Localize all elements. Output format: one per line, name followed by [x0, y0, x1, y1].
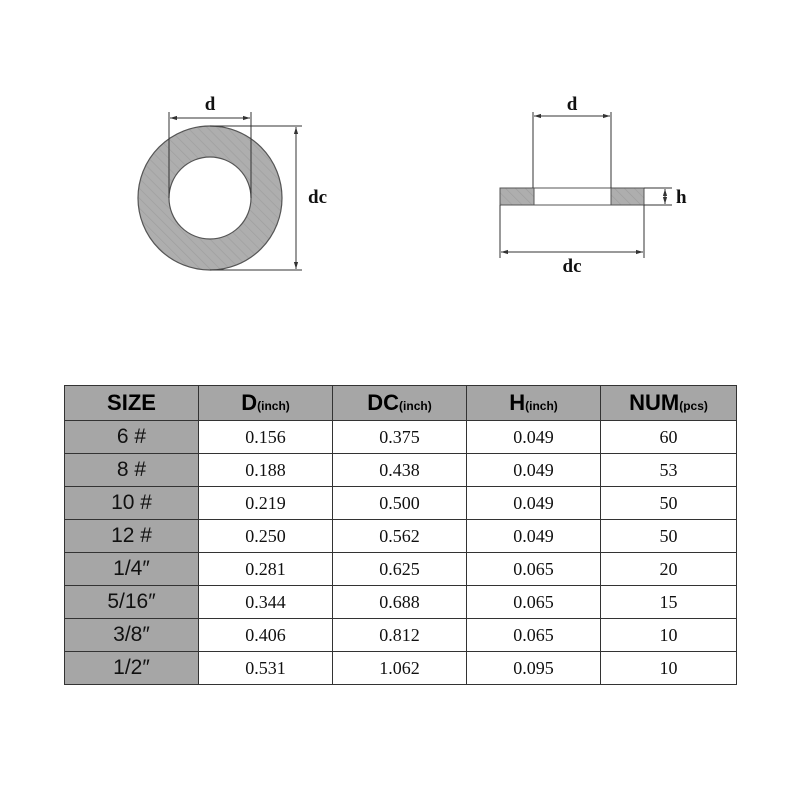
- cell-num: 10: [601, 652, 737, 685]
- table-row: [65, 652, 737, 685]
- side-dc-label: dc: [562, 256, 582, 277]
- cell-size: 6 #: [65, 421, 199, 454]
- cell-d: 0.156: [199, 421, 333, 454]
- table-header-row: [65, 386, 737, 421]
- cell-dc: 0.812: [333, 619, 467, 652]
- cell-num: 20: [601, 553, 737, 586]
- cell-d: 0.250: [199, 520, 333, 553]
- cell-dc: 0.438: [333, 454, 467, 487]
- cell-size: 10 #: [65, 487, 199, 520]
- front-d-label: d: [204, 94, 216, 115]
- cell-num: 50: [601, 520, 737, 553]
- cell-h: 0.065: [467, 553, 601, 586]
- cell-size: 1/4″: [65, 553, 199, 586]
- cell-size: 5/16″: [65, 586, 199, 619]
- cell-d: 0.344: [199, 586, 333, 619]
- cell-dc: 0.625: [333, 553, 467, 586]
- cell-dc: 0.500: [333, 487, 467, 520]
- cell-dc: 0.688: [333, 586, 467, 619]
- side-h-label: h: [676, 187, 687, 208]
- front-dc-label: dc: [308, 187, 327, 208]
- cell-size: 1/2″: [65, 652, 199, 685]
- table-row: [65, 421, 737, 454]
- header-size: SIZE: [65, 386, 199, 421]
- table-row: [65, 487, 737, 520]
- header-h: H(inch): [467, 386, 601, 421]
- table-row: [65, 553, 737, 586]
- cell-num: 10: [601, 619, 737, 652]
- header-d: D(inch): [199, 386, 333, 421]
- side-view: [500, 94, 687, 277]
- cell-d: 0.406: [199, 619, 333, 652]
- cell-dc: 1.062: [333, 652, 467, 685]
- cell-dc: 0.375: [333, 421, 467, 454]
- cell-num: 50: [601, 487, 737, 520]
- washer-side-hole: [534, 188, 611, 205]
- cell-h: 0.065: [467, 586, 601, 619]
- cell-size: 8 #: [65, 454, 199, 487]
- cell-num: 60: [601, 421, 737, 454]
- cell-d: 0.188: [199, 454, 333, 487]
- front-view: [138, 94, 327, 270]
- cell-h: 0.049: [467, 454, 601, 487]
- cell-h: 0.065: [467, 619, 601, 652]
- table-row: [65, 586, 737, 619]
- cell-num: 53: [601, 454, 737, 487]
- cell-d: 0.281: [199, 553, 333, 586]
- cell-num: 15: [601, 586, 737, 619]
- cell-size: 12 #: [65, 520, 199, 553]
- cell-h: 0.049: [467, 520, 601, 553]
- header-num: NUM(pcs): [601, 386, 737, 421]
- cell-h: 0.049: [467, 487, 601, 520]
- cell-d: 0.531: [199, 652, 333, 685]
- washer-side-right: [611, 188, 644, 205]
- washer-side-left: [500, 188, 534, 205]
- cell-d: 0.219: [199, 487, 333, 520]
- table-row: [65, 454, 737, 487]
- cell-h: 0.049: [467, 421, 601, 454]
- side-d-label: d: [566, 94, 578, 115]
- header-dc: DC(inch): [333, 386, 467, 421]
- washer-front-hole: [169, 157, 251, 239]
- cell-h: 0.095: [467, 652, 601, 685]
- size-spec-table: [64, 385, 737, 685]
- washer-dimension-diagram: [0, 0, 800, 360]
- table-row: [65, 520, 737, 553]
- table-row: [65, 619, 737, 652]
- cell-size: 3/8″: [65, 619, 199, 652]
- cell-dc: 0.562: [333, 520, 467, 553]
